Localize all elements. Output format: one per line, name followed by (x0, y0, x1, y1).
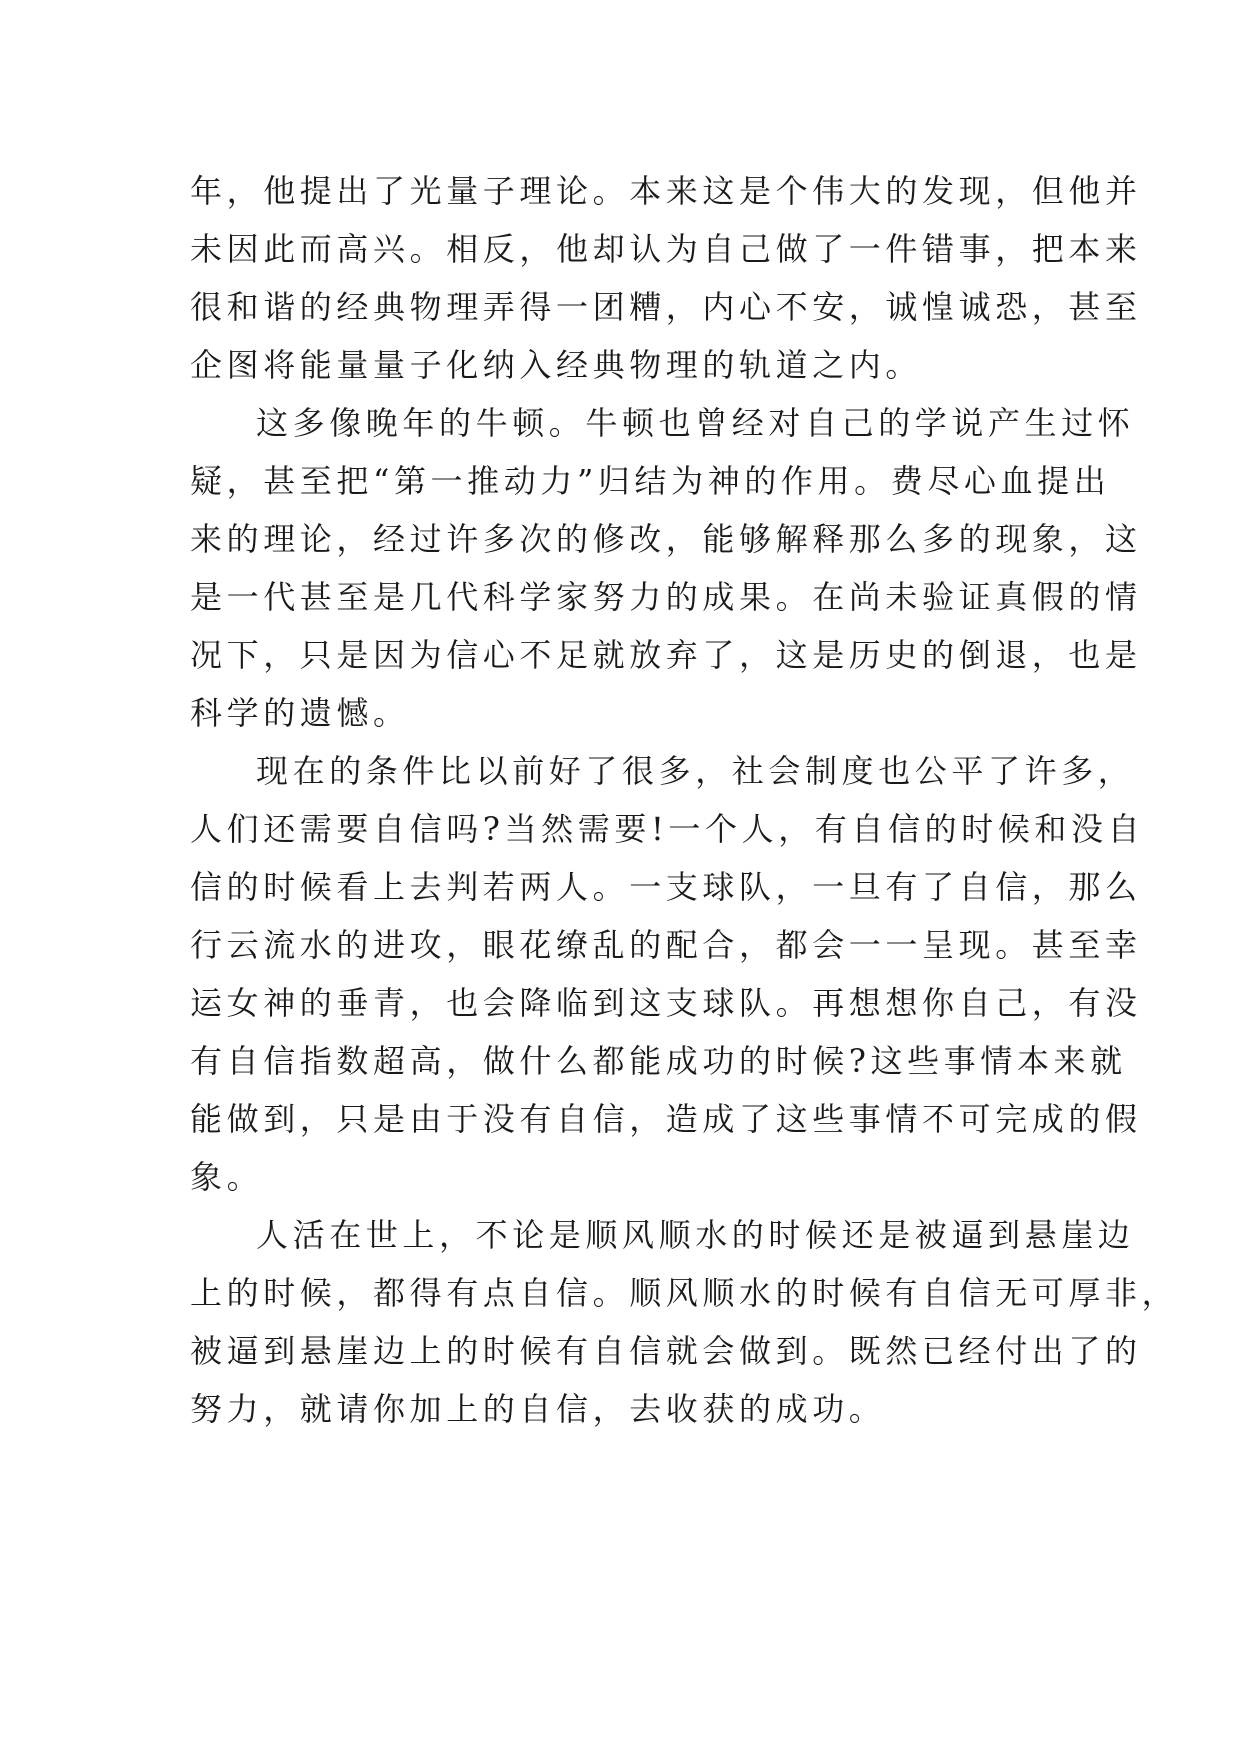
text-line: 象。 (190, 1158, 264, 1196)
text-line: 这多像晚年的牛顿。牛顿也曾经对自己的学说产生过怀 (256, 404, 1135, 442)
paragraph-4 (190, 1206, 1179, 1438)
text-line: 信的时候看上去判若两人。一支球队，一旦有了自信，那么 (190, 868, 1142, 906)
text-line: 有自信指数超高，做什么都能成功的时候?这些事情本来就 (190, 1042, 1127, 1080)
text-line: 上的时候，都得有点自信。顺风顺水的时候有自信无可厚非， (190, 1274, 1179, 1312)
paragraph-2 (190, 394, 1142, 742)
text-line: 未因此而高兴。相反，他却认为自己做了一件错事，把本来 (190, 230, 1142, 268)
paragraph-1 (190, 162, 1142, 394)
text-line: 现在的条件比以前好了很多，社会制度也公平了许多， (256, 752, 1135, 790)
text-line: 疑，甚至把“第一推动力”归结为神的作用。费尽心血提出 (190, 462, 1111, 500)
text-line: 科学的遗憾。 (190, 694, 410, 732)
text-line: 努力，就请你加上的自信，去收获的成功。 (190, 1390, 886, 1428)
text-line: 企图将能量量子化纳入经典物理的轨道之内。 (190, 346, 923, 384)
paragraph-3 (190, 742, 1145, 1206)
text-line: 能做到，只是由于没有自信，造成了这些事情不可完成的假 (190, 1100, 1142, 1138)
text-line: 况下，只是因为信心不足就放弃了，这是历史的倒退，也是 (190, 636, 1142, 674)
text-line: 人们还需要自信吗?当然需要!一个人，有自信的时候和没自 (190, 810, 1145, 848)
text-line: 行云流水的进攻，眼花缭乱的配合，都会一一呈现。甚至幸 (190, 926, 1142, 964)
text-line: 被逼到悬崖边上的时候有自信就会做到。既然已经付出了的 (190, 1332, 1142, 1370)
text-line: 很和谐的经典物理弄得一团糟，内心不安，诚惶诚恐，甚至 (190, 288, 1142, 326)
text-line: 人活在世上，不论是顺风顺水的时候还是被逼到悬崖边 (256, 1216, 1135, 1254)
text-line: 是一代甚至是几代科学家努力的成果。在尚未验证真假的情 (190, 578, 1142, 616)
text-line: 年，他提出了光量子理论。本来这是个伟大的发现，但他并 (190, 172, 1142, 210)
text-line: 来的理论，经过许多次的修改，能够解释那么多的现象，这 (190, 520, 1142, 558)
text-line: 运女神的垂青，也会降临到这支球队。再想想你自己，有没 (190, 984, 1142, 1022)
body-text (190, 162, 1179, 1438)
